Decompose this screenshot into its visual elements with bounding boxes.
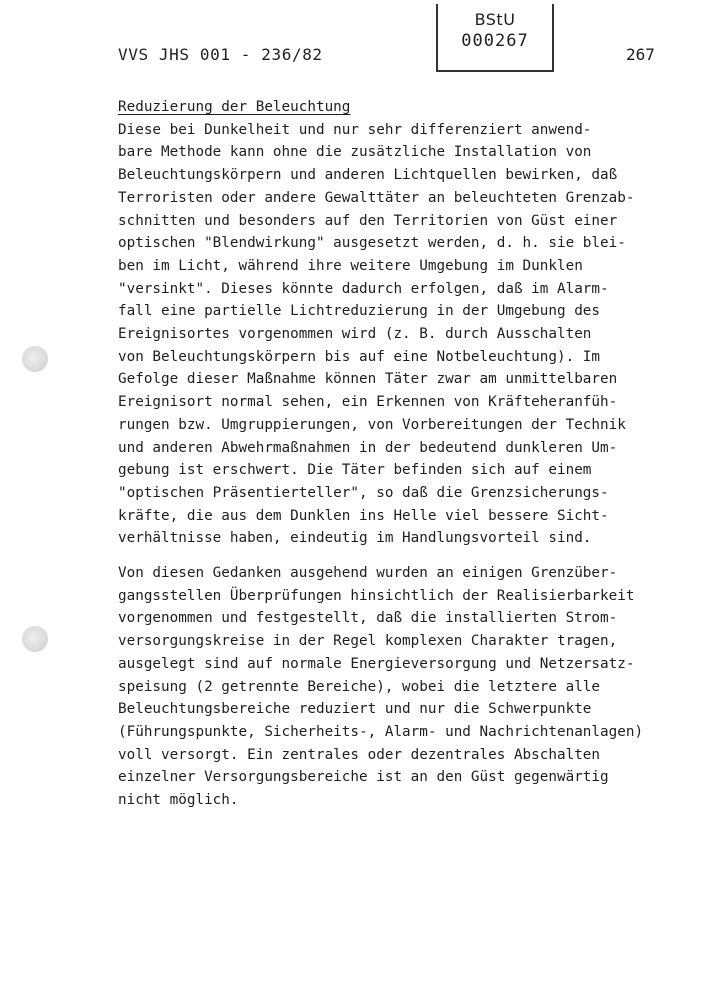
paragraph-2 <box>118 562 643 812</box>
text-line: und anderen Abwehrmaßnahmen in der bedeutend dunkleren Um- <box>118 439 618 456</box>
text-line: ben im Licht, während ihre weitere Umgebung im Dunklen <box>118 257 583 274</box>
text-line: Beleuchtungskörpern und anderen Lichtquellen bewirken, daß <box>118 167 618 184</box>
document-reference: VVS JHS 001 - 236/82 <box>118 45 323 64</box>
text-line: Von diesen Gedanken ausgehend wurden an einigen Grenzüber- <box>118 565 618 581</box>
text-line: gebung ist erschwert. Die Täter befinden sich auf einem <box>118 462 592 479</box>
stamp-archive-label: BStU <box>474 10 516 29</box>
section-heading: Reduzierung der Beleuchtung <box>118 99 351 115</box>
text-line: einzelner Versorgungsbereiche ist an den Güst gegenwärtig <box>118 769 609 786</box>
punch-hole <box>22 626 48 652</box>
text-line: Gefolge dieser Maßnahme können Täter zwar am unmittelbaren <box>118 371 618 388</box>
page-number: 267 <box>626 45 655 64</box>
text-line: versorgungskreise in der Regel komplexen Charakter tragen, <box>118 633 618 650</box>
text-line: (Führungspunkte, Sicherheits-, Alarm- und Nachrichtenanlagen) <box>118 723 644 740</box>
text-line: nicht möglich. <box>118 792 239 809</box>
text-line: verhältnisse haben, eindeutig im Handlungsvorteil sind. <box>118 530 592 547</box>
stamp-page-number: 000267 <box>461 31 529 51</box>
text-line: schnitten und besonders auf den Territorien von Güst einer <box>118 212 618 229</box>
paragraph-1 <box>118 119 634 550</box>
text-line: ausgelegt sind auf normale Energieversorgung und Netzersatz- <box>118 655 635 672</box>
text-line: vorgenommen und festgestellt, daß die installierten Strom- <box>118 610 618 627</box>
text-line: Beleuchtungsbereiche reduziert und nur die Schwerpunkte <box>118 701 592 718</box>
text-line: Diese bei Dunkelheit und nur sehr differenziert anwend- <box>118 121 592 138</box>
archive-stamp <box>436 4 554 72</box>
text-line: Ereignisort normal sehen, ein Erkennen von Kräfteheranfüh- <box>118 394 618 411</box>
text-line: voll versorgt. Ein zentrales oder dezentrales Abschalten <box>118 746 601 763</box>
text-line: "versinkt". Dieses könnte dadurch erfolgen, daß im Alarm- <box>118 280 609 297</box>
text-line: kräfte, die aus dem Dunklen ins Helle viel bessere Sicht- <box>118 507 609 524</box>
text-line: Ereignisortes vorgenommen wird (z. B. durch Ausschalten <box>118 326 592 343</box>
text-line: speisung (2 getrennte Bereiche), wobei die letztere alle <box>118 678 601 695</box>
text-line: rungen bzw. Umgruppierungen, von Vorbereitungen der Technik <box>118 416 626 433</box>
text-line: optischen "Blendwirkung" ausgesetzt werden, d. h. sie blei- <box>118 235 626 252</box>
text-line: bare Methode kann ohne die zusätzliche Installation von <box>118 144 592 161</box>
text-line: "optischen Präsentierteller", so daß die Grenzsicherungs- <box>118 484 609 501</box>
text-line: von Beleuchtungskörpern bis auf eine Notbeleuchtung). Im <box>118 348 601 365</box>
section-body <box>118 96 634 550</box>
punch-hole <box>22 346 48 372</box>
text-line: fall eine partielle Lichtreduzierung in der Umgebung des <box>118 303 601 320</box>
text-line: Terroristen oder andere Gewalttäter an beleuchteten Grenzab- <box>118 189 635 206</box>
text-line: gangsstellen Überprüfungen hinsichtlich der Realisierbarkeit <box>118 587 635 604</box>
